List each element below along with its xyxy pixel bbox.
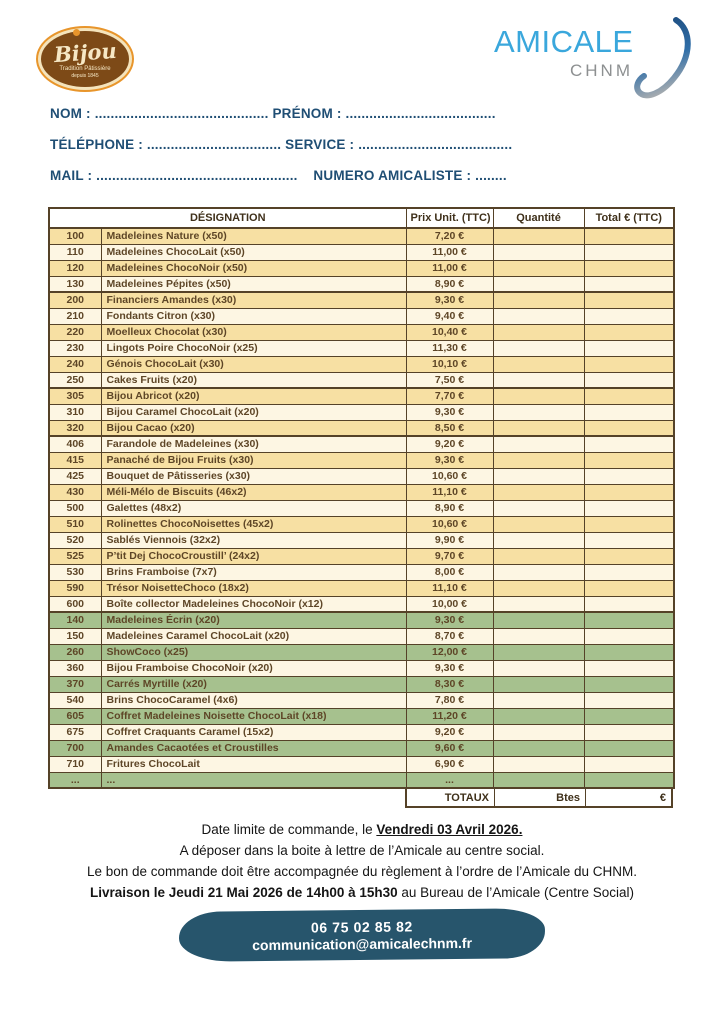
totals-quantity-unit[interactable]: Btes — [494, 789, 585, 806]
quantity-cell[interactable] — [493, 660, 584, 676]
product-name: Trésor NoisetteChoco (18x2) — [101, 580, 406, 596]
total-cell[interactable] — [584, 564, 674, 580]
product-unit-price: 10,10 € — [406, 356, 493, 372]
product-name: Panaché de Bijou Fruits (x30) — [101, 452, 406, 468]
total-cell[interactable] — [584, 644, 674, 660]
product-unit-price: 8,50 € — [406, 420, 493, 436]
total-cell[interactable] — [584, 676, 674, 692]
product-code: 406 — [49, 436, 101, 452]
product-name: Amandes Cacaotées et Croustilles — [101, 740, 406, 756]
bijou-logo-since: depuis 1845 — [71, 73, 99, 79]
quantity-cell[interactable] — [493, 468, 584, 484]
order-table — [48, 207, 675, 789]
product-name: Bijou Framboise ChocoNoir (x20) — [101, 660, 406, 676]
table-row — [49, 580, 674, 596]
quantity-cell[interactable] — [493, 484, 584, 500]
quantity-cell[interactable] — [493, 548, 584, 564]
table-row — [49, 708, 674, 724]
quantity-cell[interactable] — [493, 612, 584, 628]
product-unit-price: 10,60 € — [406, 516, 493, 532]
product-code: 150 — [49, 628, 101, 644]
page-header — [0, 0, 724, 86]
product-name: P’tit Dej ChocoCroustill’ (24x2) — [101, 548, 406, 564]
product-name: Madeleines ChocoLait (x50) — [101, 244, 406, 260]
product-code: 590 — [49, 580, 101, 596]
table-row — [49, 420, 674, 436]
table-row — [49, 436, 674, 452]
total-cell[interactable] — [584, 500, 674, 516]
product-unit-price: 10,60 € — [406, 468, 493, 484]
product-unit-price: 11,30 € — [406, 340, 493, 356]
bijou-logo-tagline: Tradition Pâtissière — [59, 66, 111, 72]
quantity-cell[interactable] — [493, 244, 584, 260]
product-code: 500 — [49, 500, 101, 516]
product-name: Bijou Cacao (x20) — [101, 420, 406, 436]
product-name: Financiers Amandes (x30) — [101, 292, 406, 308]
product-code: 415 — [49, 452, 101, 468]
product-name: ... — [101, 772, 406, 788]
total-cell[interactable] — [584, 516, 674, 532]
table-row — [49, 468, 674, 484]
quantity-cell[interactable] — [493, 228, 584, 244]
table-row — [49, 740, 674, 756]
product-code: 250 — [49, 372, 101, 388]
product-name: Bijou Abricot (x20) — [101, 388, 406, 404]
product-code: 140 — [49, 612, 101, 628]
quantity-cell[interactable] — [493, 260, 584, 276]
col-header-designation: DÉSIGNATION — [49, 208, 406, 228]
quantity-cell[interactable] — [493, 676, 584, 692]
quantity-cell[interactable] — [493, 692, 584, 708]
product-code: 260 — [49, 644, 101, 660]
table-row — [49, 612, 674, 628]
table-row — [49, 676, 674, 692]
total-cell[interactable] — [584, 596, 674, 612]
total-cell[interactable] — [584, 356, 674, 372]
total-cell[interactable] — [584, 628, 674, 644]
product-unit-price: 9,30 € — [406, 612, 493, 628]
total-cell[interactable] — [584, 324, 674, 340]
total-cell[interactable] — [584, 756, 674, 772]
product-code: 510 — [49, 516, 101, 532]
product-code: 305 — [49, 388, 101, 404]
table-row — [49, 244, 674, 260]
total-cell[interactable] — [584, 772, 674, 788]
order-notes — [0, 822, 724, 900]
quantity-cell[interactable] — [493, 340, 584, 356]
product-code: 220 — [49, 324, 101, 340]
note-delivery-date: Livraison le Jeudi 21 Mai 2026 de 14h00 à 15h30 — [89, 885, 398, 900]
product-unit-price: 10,40 € — [406, 324, 493, 340]
product-unit-price: 6,90 € — [406, 756, 493, 772]
quantity-cell[interactable] — [493, 532, 584, 548]
product-code: 530 — [49, 564, 101, 580]
product-code: 130 — [49, 276, 101, 292]
totals-label: TOTAUX — [444, 791, 489, 804]
total-cell[interactable] — [584, 388, 674, 404]
quantity-cell[interactable] — [493, 356, 584, 372]
product-name: Madeleines Caramel ChocoLait (x20) — [101, 628, 406, 644]
product-name: Cakes Fruits (x20) — [101, 372, 406, 388]
quantity-cell[interactable] — [493, 372, 584, 388]
product-code: 525 — [49, 548, 101, 564]
product-name: Sablés Viennois (32x2) — [101, 532, 406, 548]
product-unit-price: 9,30 € — [406, 452, 493, 468]
product-name: Carrés Myrtille (x20) — [101, 676, 406, 692]
product-code: 520 — [49, 532, 101, 548]
quantity-cell[interactable] — [493, 756, 584, 772]
contact-phone: 06 75 02 85 82 — [310, 917, 413, 936]
product-code: 370 — [49, 676, 101, 692]
table-row — [49, 324, 674, 340]
table-row — [49, 308, 674, 324]
product-code: 110 — [49, 244, 101, 260]
quantity-cell[interactable] — [493, 420, 584, 436]
product-unit-price: 8,90 € — [406, 500, 493, 516]
quantity-cell[interactable] — [493, 500, 584, 516]
total-cell[interactable] — [584, 660, 674, 676]
quantity-cell[interactable] — [493, 276, 584, 292]
bijou-logo-text: Bijou — [52, 37, 118, 68]
total-cell[interactable] — [584, 228, 674, 244]
contact-email: communication@amicalechnm.fr — [252, 934, 473, 953]
quantity-cell[interactable] — [493, 324, 584, 340]
table-row — [49, 692, 674, 708]
quantity-cell[interactable] — [493, 724, 584, 740]
table-row — [49, 756, 674, 772]
total-cell[interactable] — [584, 468, 674, 484]
table-row — [49, 452, 674, 468]
table-row — [49, 228, 674, 244]
table-row — [49, 564, 674, 580]
form-line-mail-numero[interactable]: MAIL : ................................................... NUMERO AMICALISTE : ........ — [50, 168, 507, 183]
note-delivery — [0, 885, 724, 900]
total-cell[interactable] — [584, 708, 674, 724]
quantity-cell[interactable] — [493, 772, 584, 788]
quantity-cell[interactable] — [493, 708, 584, 724]
total-cell[interactable] — [584, 532, 674, 548]
product-unit-price: 8,00 € — [406, 564, 493, 580]
product-unit-price: 9,90 € — [406, 532, 493, 548]
product-code: 710 — [49, 756, 101, 772]
note-dropoff: A déposer dans la boite à lettre de l’Amicale au centre social. — [179, 843, 545, 858]
col-header-price: Prix Unit. (TTC) — [406, 208, 493, 228]
product-name: ShowCoco (x25) — [101, 644, 406, 660]
product-unit-price: 8,90 € — [406, 276, 493, 292]
quantity-cell[interactable] — [493, 404, 584, 420]
product-name: Boîte collector Madeleines ChocoNoir (x12) — [101, 596, 406, 612]
product-unit-price: 9,30 € — [406, 404, 493, 420]
product-unit-price: 9,60 € — [406, 740, 493, 756]
table-row — [49, 548, 674, 564]
product-name: Bijou Caramel ChocoLait (x20) — [101, 404, 406, 420]
total-cell[interactable] — [584, 260, 674, 276]
product-unit-price: 11,20 € — [406, 708, 493, 724]
total-cell[interactable] — [584, 292, 674, 308]
product-unit-price: 11,00 € — [406, 244, 493, 260]
bijou-i-dot-icon — [73, 29, 80, 36]
product-unit-price: 11,10 € — [406, 580, 493, 596]
product-code: 240 — [49, 356, 101, 372]
product-unit-price: 12,00 € — [406, 644, 493, 660]
amicale-logo-text: AMICALE — [494, 24, 634, 59]
product-name: Lingots Poire ChocoNoir (x25) — [101, 340, 406, 356]
note-deadline — [0, 822, 724, 837]
total-cell[interactable] — [584, 372, 674, 388]
table-row — [49, 724, 674, 740]
product-name: Brins ChocoCaramel (4x6) — [101, 692, 406, 708]
quantity-cell[interactable] — [493, 564, 584, 580]
table-row — [49, 260, 674, 276]
total-cell[interactable] — [584, 612, 674, 628]
product-unit-price: 11,10 € — [406, 484, 493, 500]
quantity-cell[interactable] — [493, 628, 584, 644]
product-unit-price: 7,80 € — [406, 692, 493, 708]
product-unit-price: 9,40 € — [406, 308, 493, 324]
total-cell[interactable] — [584, 420, 674, 436]
product-code: 605 — [49, 708, 101, 724]
product-unit-price: 8,70 € — [406, 628, 493, 644]
product-code: 100 — [49, 228, 101, 244]
table-row — [49, 340, 674, 356]
contact-pill — [179, 908, 546, 962]
total-cell[interactable] — [584, 580, 674, 596]
product-name: Fondants Citron (x30) — [101, 308, 406, 324]
note-deadline-date: Vendredi 03 Avril 2026. — [376, 822, 523, 837]
table-header-row — [49, 208, 674, 228]
table-row — [49, 388, 674, 404]
quantity-cell[interactable] — [493, 436, 584, 452]
product-name: Madeleines Écrin (x20) — [101, 612, 406, 628]
table-row — [49, 484, 674, 500]
product-code: ... — [49, 772, 101, 788]
table-row — [49, 356, 674, 372]
col-header-total: Total € (TTC) — [584, 208, 674, 228]
table-row — [49, 644, 674, 660]
quantity-cell[interactable] — [493, 308, 584, 324]
quantity-cell[interactable] — [493, 292, 584, 308]
table-row — [49, 772, 674, 788]
member-info-form — [50, 106, 724, 183]
chnm-logo-text: CHNM — [570, 60, 633, 80]
product-code: 425 — [49, 468, 101, 484]
bijou-logo-oval — [41, 31, 129, 87]
quantity-cell[interactable] — [493, 644, 584, 660]
product-code: 540 — [49, 692, 101, 708]
product-unit-price: 7,50 € — [406, 372, 493, 388]
total-cell[interactable] — [584, 308, 674, 324]
table-row — [49, 532, 674, 548]
product-name: Brins Framboise (7x7) — [101, 564, 406, 580]
product-name: Coffret Madeleines Noisette ChocoLait (x18) — [101, 708, 406, 724]
product-unit-price: 7,20 € — [406, 228, 493, 244]
form-line-nom-prenom[interactable]: NOM : ............................................ PRÉNOM : ...................................... — [50, 106, 496, 121]
col-header-quantity: Quantité — [493, 208, 584, 228]
product-code: 675 — [49, 724, 101, 740]
table-row — [49, 372, 674, 388]
product-code: 310 — [49, 404, 101, 420]
product-unit-price: ... — [406, 772, 493, 788]
product-unit-price: 10,00 € — [406, 596, 493, 612]
quantity-cell[interactable] — [493, 596, 584, 612]
product-code: 700 — [49, 740, 101, 756]
quantity-cell[interactable] — [493, 388, 584, 404]
order-table-body — [49, 228, 674, 788]
total-cell[interactable] — [584, 452, 674, 468]
bijou-logo — [36, 26, 134, 92]
total-cell[interactable] — [584, 436, 674, 452]
product-code: 210 — [49, 308, 101, 324]
note-deadline-text: Date limite de commande, le — [201, 822, 377, 837]
quantity-cell[interactable] — [493, 516, 584, 532]
note-payment: Le bon de commande doit être accompagnée du règlement à l’ordre de l’Amicale du CHNM. — [86, 864, 638, 879]
total-cell[interactable] — [584, 740, 674, 756]
product-unit-price: 9,70 € — [406, 548, 493, 564]
product-name: Rolinettes ChocoNoisettes (45x2) — [101, 516, 406, 532]
table-row — [49, 292, 674, 308]
product-code: 430 — [49, 484, 101, 500]
total-cell[interactable] — [584, 548, 674, 564]
quantity-cell[interactable] — [493, 740, 584, 756]
product-unit-price: 9,30 € — [406, 292, 493, 308]
total-cell[interactable] — [584, 340, 674, 356]
total-cell[interactable] — [584, 276, 674, 292]
table-row — [49, 404, 674, 420]
product-name: Moelleux Chocolat (x30) — [101, 324, 406, 340]
totals-currency[interactable]: € — [585, 789, 671, 806]
table-row — [49, 516, 674, 532]
table-row — [49, 276, 674, 292]
product-name: Madeleines Pépites (x50) — [101, 276, 406, 292]
product-name: Fritures ChocoLait — [101, 756, 406, 772]
note-delivery-place: au Bureau de l’Amicale (Centre Social) — [397, 885, 635, 900]
total-cell[interactable] — [584, 404, 674, 420]
product-name: Galettes (48x2) — [101, 500, 406, 516]
product-code: 120 — [49, 260, 101, 276]
product-unit-price: 9,20 € — [406, 436, 493, 452]
amicale-chnm-logo — [494, 26, 686, 106]
product-unit-price: 9,30 € — [406, 660, 493, 676]
product-name: Bouquet de Pâtisseries (x30) — [101, 468, 406, 484]
product-name: Coffret Craquants Caramel (15x2) — [101, 724, 406, 740]
product-unit-price: 7,70 € — [406, 388, 493, 404]
product-name: Méli-Mélo de Biscuits (46x2) — [101, 484, 406, 500]
product-name: Farandole de Madeleines (x30) — [101, 436, 406, 452]
product-unit-price: 11,00 € — [406, 260, 493, 276]
total-cell[interactable] — [584, 244, 674, 260]
form-line-telephone-service[interactable]: TÉLÉPHONE : .................................. SERVICE : ....................................... — [50, 137, 513, 152]
quantity-cell[interactable] — [493, 580, 584, 596]
table-row — [49, 660, 674, 676]
table-row — [49, 628, 674, 644]
total-cell[interactable] — [584, 692, 674, 708]
product-code: 600 — [49, 596, 101, 612]
quantity-cell[interactable] — [493, 452, 584, 468]
product-name: Madeleines ChocoNoir (x50) — [101, 260, 406, 276]
table-row — [49, 500, 674, 516]
product-code: 230 — [49, 340, 101, 356]
product-name: Madeleines Nature (x50) — [101, 228, 406, 244]
total-cell[interactable] — [584, 484, 674, 500]
product-code: 360 — [49, 660, 101, 676]
product-code: 320 — [49, 420, 101, 436]
product-unit-price: 9,20 € — [406, 724, 493, 740]
total-cell[interactable] — [584, 724, 674, 740]
product-unit-price: 8,30 € — [406, 676, 493, 692]
product-code: 200 — [49, 292, 101, 308]
table-row — [49, 596, 674, 612]
totals-row — [405, 789, 673, 808]
product-name: Génois ChocoLait (x30) — [101, 356, 406, 372]
